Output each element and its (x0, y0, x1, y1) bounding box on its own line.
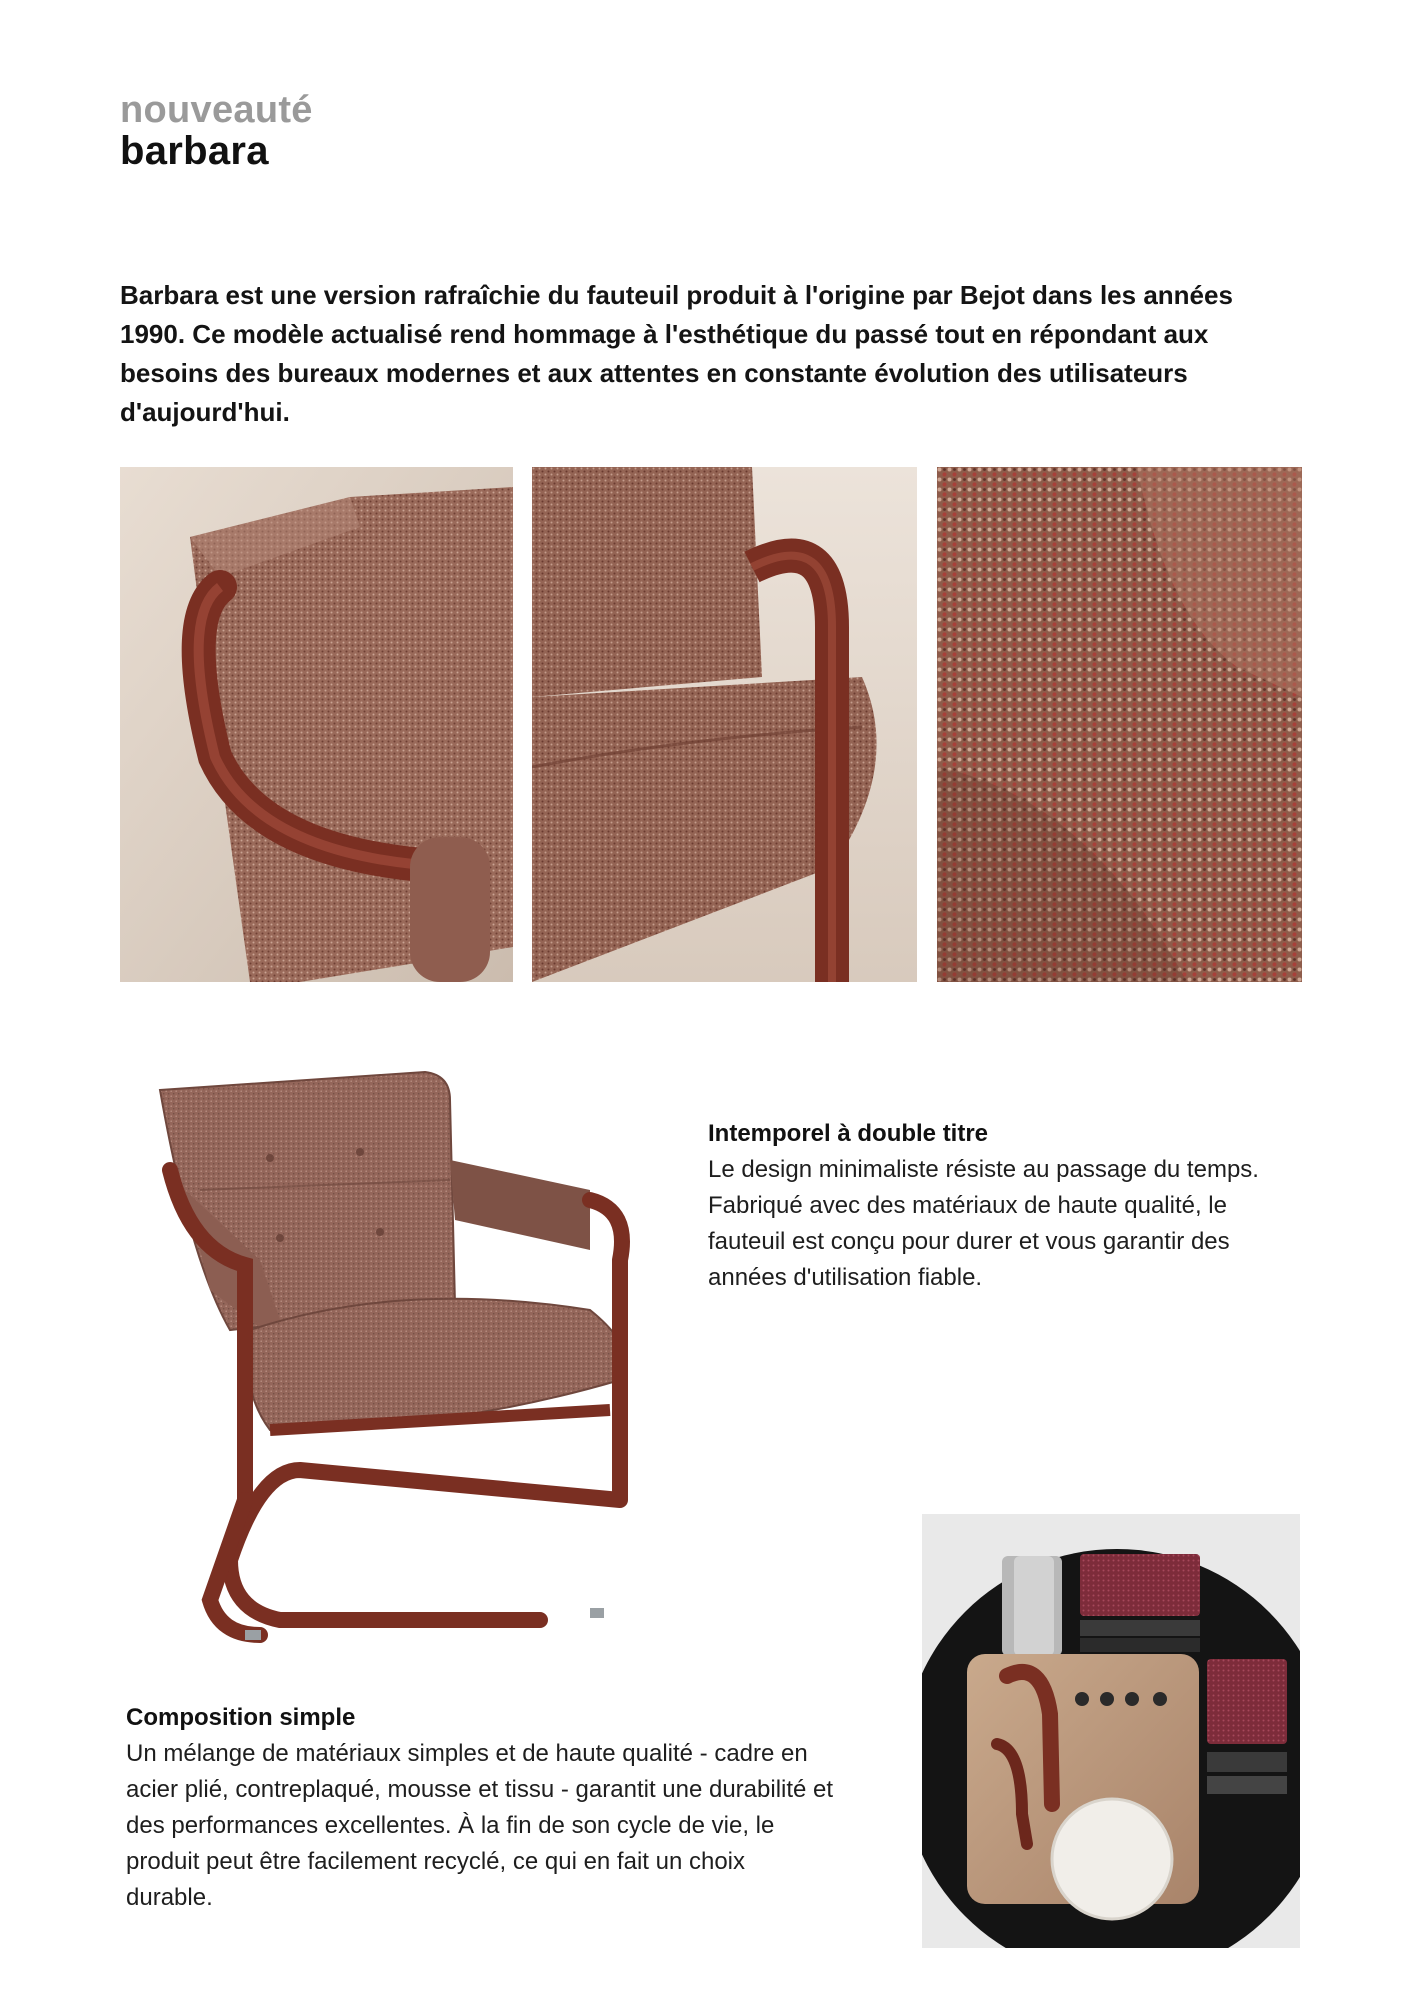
materials-moodboard-illustration (922, 1514, 1300, 1948)
kicker-label: nouveauté (120, 89, 313, 131)
section-timeless-title: Intemporel à double titre (708, 1120, 989, 1147)
photo-seat-detail (532, 467, 917, 982)
photo-fabric-macro (937, 467, 1302, 982)
armrest-detail-image (120, 467, 513, 982)
section-timeless (708, 1116, 1288, 1296)
section-composition-body: Un mélange de matériaux simples et de haute qualité - cadre en acier plié, contreplaqué, mousse et tissu - garantit une durabilité et des performances excellentes. À la fin de son cycle de vie, le produit peut être facilement recyclé, ce qui en fait un choix durable. (126, 1740, 834, 1911)
section-timeless-body: Le design minimaliste résiste au passage du temps. Fabriqué avec des matériaux de haute qualité, le fauteuil est conçu pour durer et vous garantir des années d'utilisation fiable. (708, 1156, 1259, 1291)
armchair-illustration (150, 1060, 670, 1650)
armchair-image (150, 1060, 670, 1650)
materials-moodboard-image (922, 1514, 1300, 1948)
section-composition (126, 1700, 836, 1916)
seat-detail-image (532, 467, 917, 982)
intro-paragraph: Barbara est une version rafraîchie du fauteuil produit à l'origine par Bejot dans les années 1990. Ce modèle actualisé rend hommage à l'esthétique du passé tout en répondant aux besoins des bureaux modernes et aux attentes en constante évolution des utilisateurs d'aujourd'hui. (120, 280, 1233, 427)
fabric-macro-image (937, 467, 1302, 982)
photo-armrest-detail (120, 467, 513, 982)
section-composition-title: Composition simple (126, 1704, 356, 1731)
page-title: barbara (120, 129, 269, 173)
